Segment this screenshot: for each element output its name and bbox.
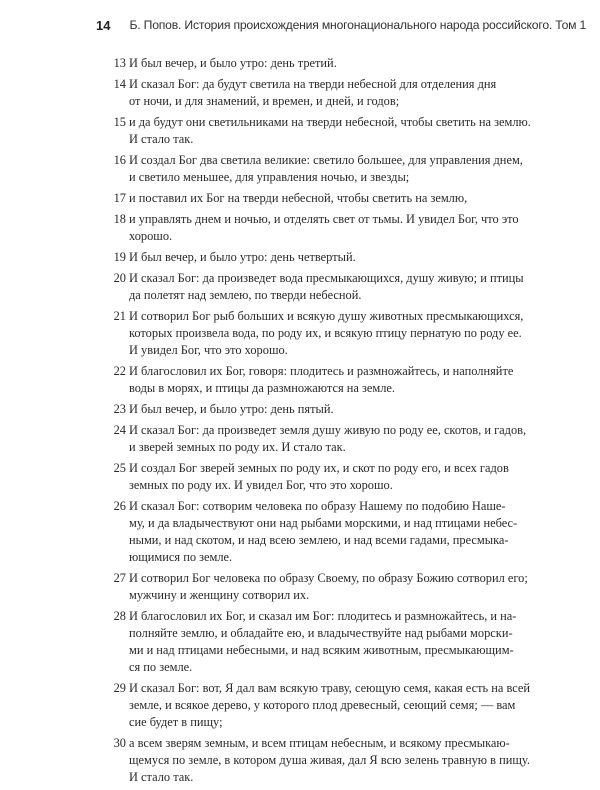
verse-number: 24: [113, 423, 126, 437]
verse: [114, 270, 524, 304]
verse-text-line: и поставил их Бог на тверди небесной, чтобы светить на землю,: [129, 191, 468, 205]
verse: [114, 55, 524, 72]
verse-text-line: И создал Бог зверей земных по роду их, и скот по роду его, и всех гадов: [129, 461, 509, 475]
verse-text-line: И сказал Бог: сотворим человека по образу Нашему по подобию Наше-: [129, 499, 506, 513]
verse-text-line: ся по земле.: [129, 660, 193, 674]
verse-text-line: щемуся по земле, в котором душа живая, дал Я всю зелень травную в пищу.: [129, 753, 530, 767]
verse-text-line: И благословил их Бог, говоря: плодитесь и размножайтесь, и наполняйте: [129, 364, 514, 378]
verse-text-line: от ночи, и для знамений, и времен, и дней, и годов;: [129, 94, 400, 108]
verse-text-line: и да будут они светильниками на тверди небесной, чтобы светить на землю.: [129, 115, 531, 129]
running-header: [96, 16, 587, 34]
verse-text-line: И увидел Бог, что это хорошо.: [129, 343, 288, 357]
verse-text-line: И был вечер, и было утро: день четвертый.: [129, 250, 356, 264]
verse-text-line: му, и да владычествуют они над рыбами морскими, и над птицами небес-: [129, 516, 518, 530]
verse: [113, 114, 531, 148]
verse: [114, 608, 524, 676]
verse-text-line: ющимися по земле.: [129, 550, 233, 564]
verse-number: 14: [113, 77, 126, 91]
verse-text-line: и управлять днем и ночью, и отделять свет от тьмы. И увидел Бог, что это: [129, 212, 519, 226]
verse-text-line: мужчину и женщину сотворил их.: [129, 588, 310, 602]
verse-text-line: И сотворил Бог рыб больших и всякую душу животных пресмыкающихся,: [129, 309, 524, 323]
verse-text-line: ми и над птицами небесными, и над всяким животным, пресмыкающим-: [129, 643, 514, 657]
verse: [114, 460, 524, 494]
running-title: Б. Попов. История происхождения многонационального народа российского. Том 1: [129, 18, 587, 32]
verse-number: 25: [113, 461, 126, 475]
verse-number: 20: [113, 271, 126, 285]
verse-text-line: сие будет в пищу;: [129, 715, 223, 729]
verse-text-line: земных по роду их. И увидел Бог, что это хорошо.: [129, 478, 393, 492]
verse-number: 27: [113, 571, 126, 585]
verse-text-line: ными, и над скотом, и над всею землею, и над всеми гадами, пресмыка-: [129, 533, 509, 547]
verse-text-line: которых произвела вода, по роду их, и всякую птицу пернатую по роду ее.: [129, 326, 522, 340]
verse: [114, 190, 524, 207]
verse: [114, 152, 524, 186]
verse: [114, 401, 524, 418]
verse-text-line: И сотворил Бог человека по образу Своему, по образу Божию сотворил его;: [129, 571, 528, 585]
verse: [114, 249, 524, 266]
verse-text-line: И сказал Бог: да произведет земля душу живую по роду ее, скотов, и гадов,: [129, 423, 527, 437]
verse-text-line: И сказал Бог: да будут светила на тверди небесной для отделения дня: [129, 77, 497, 91]
verse-number: 16: [113, 153, 126, 167]
verse: [114, 308, 524, 359]
verse: [114, 363, 524, 397]
verse-text-line: И был вечер, и было утро: день пятый.: [129, 402, 334, 416]
verse-text-line: И сказал Бог: вот, Я дал вам всякую траву, сеющую семя, какая есть на всей: [129, 681, 531, 695]
verse: [113, 422, 527, 456]
verse-number: 22: [113, 364, 126, 378]
verse: [113, 735, 530, 786]
verse: [114, 498, 524, 566]
verse-text-line: И благословил их Бог, и сказал им Бог: плодитесь и размножайтесь, и на-: [129, 609, 517, 623]
verse-text-line: полняйте землю, и обладайте ею, и владычествуйте над рыбами морски-: [129, 626, 513, 640]
verse-text-line: воды в морях, и птицы да размножаются на земле.: [129, 381, 395, 395]
verse-text-line: хорошо.: [129, 229, 173, 243]
verse-number: 18: [113, 212, 126, 226]
verse-text-line: И был вечер, и было утро: день третий.: [129, 56, 337, 70]
verse-text-line: и зверей земных по роду их. И стало так.: [129, 440, 346, 454]
verse-text-line: и светило меньшее, для управления ночью, и звезды;: [129, 170, 410, 184]
verse-number: 28: [113, 609, 126, 623]
verse-number: 15: [113, 115, 126, 129]
verse: [113, 570, 528, 604]
verse: [114, 76, 524, 110]
verse-text-line: И стало так.: [129, 132, 194, 146]
verse-number: 19: [113, 250, 126, 264]
verse-number: 23: [113, 402, 126, 416]
verse-number: 13: [113, 56, 126, 70]
verse-text-line: да полетят над землею, по тверди небесной.: [129, 288, 362, 302]
verse-text-line: И создал Бог два светила великие: светило большее, для управления днем,: [129, 153, 523, 167]
verse-number: 29: [113, 681, 126, 695]
verse-text-line: И стало так.: [129, 770, 194, 784]
page-number: 14: [96, 17, 111, 33]
verse-text-line: И сказал Бог: да произведет вода пресмыкающихся, душу живую; и птицы: [129, 271, 524, 285]
verse-number: 21: [113, 309, 126, 323]
verse-text-line: а всем зверям земным, и всем птицам небесным, и всякому пресмыкаю-: [129, 736, 510, 750]
verse-number: 26: [113, 499, 126, 513]
verse-number: 17: [113, 191, 126, 205]
verse-number: 30: [113, 736, 126, 750]
verse: [113, 680, 531, 731]
verse: [114, 211, 524, 245]
verse-text-line: земле, и всякое дерево, у которого плод древесный, сеющий семя; — вам: [129, 698, 516, 712]
verse-list: [113, 55, 531, 790]
